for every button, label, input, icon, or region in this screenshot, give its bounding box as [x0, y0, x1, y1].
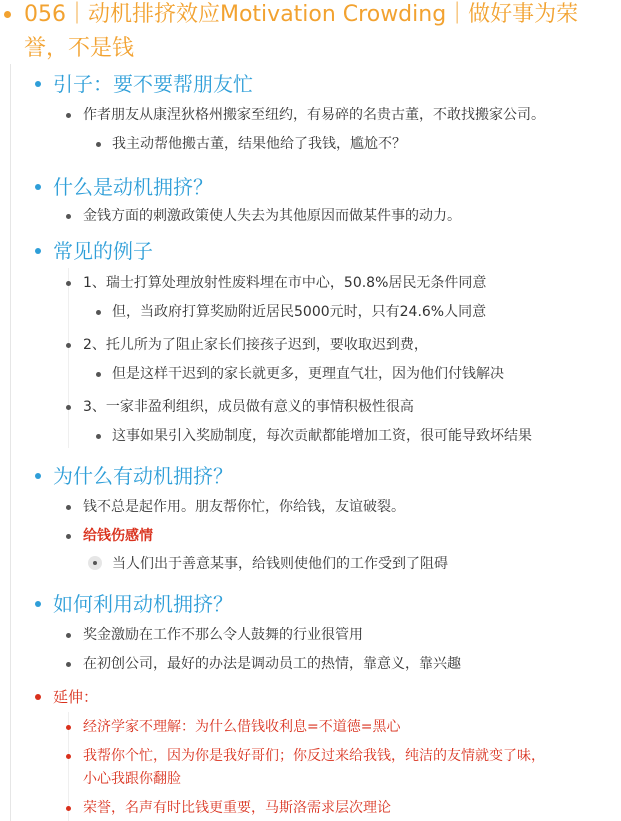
- outline-item: 在初创公司，最好的办法是调动员工的热情，靠意义，靠兴趣: [83, 656, 461, 672]
- subitem-bullet[interactable]: [96, 372, 101, 377]
- outline-item: 3、一家非盈利组织，成员做有意义的事情积极性很高: [83, 399, 414, 415]
- section-heading: 常见的例子: [53, 239, 153, 263]
- subitem-bullet[interactable]: [96, 142, 101, 147]
- section-bullet[interactable]: [35, 248, 41, 254]
- item-bullet[interactable]: [66, 633, 71, 638]
- subitem-bullet[interactable]: [96, 310, 101, 315]
- item-bullet[interactable]: [66, 754, 71, 759]
- outline-item: 奖金激励在工作不那么令人鼓舞的行业很管用: [83, 627, 363, 643]
- outline-subitem: 这事如果引入奖励制度，每次贡献都能增加工资，很可能导致坏结果: [112, 428, 532, 444]
- item-bullet[interactable]: [66, 343, 71, 348]
- section-bullet[interactable]: [35, 81, 41, 87]
- section-bullet[interactable]: [35, 473, 41, 479]
- item-bullet[interactable]: [66, 534, 71, 539]
- page-title-cont: 誉，不是钱: [24, 36, 135, 61]
- outline-item: 我帮你个忙，因为你是我好哥们；你反过来给我钱，纯洁的友情就变了味，: [83, 748, 545, 764]
- outline-item: 钱不总是起作用。朋友帮你忙，你给钱，友谊破裂。: [83, 499, 405, 515]
- section-heading-extension: 延伸：: [53, 688, 99, 706]
- outline-subitem: 但是这样干迟到的家长就更多，更理直气壮，因为他们付钱解决: [112, 366, 504, 382]
- section-bullet[interactable]: [35, 694, 41, 700]
- section-heading: 为什么有动机拥挤？: [53, 464, 233, 488]
- outline-item: 1、瑞士打算处理放射性废料埋在市中心，50.8%居民无条件同意: [83, 275, 487, 291]
- outline-subitem: 当人们出于善意某事，给钱则使他们的工作受到了阻碍: [112, 556, 448, 572]
- section-heading: 引子：要不要帮朋友忙: [53, 72, 253, 96]
- outline-rail: [10, 64, 11, 821]
- outline-item: 荣誉，名声有时比钱更重要，马斯洛需求层次理论: [83, 800, 391, 816]
- outline-item: 作者朋友从康涅狄格州搬家至纽约，有易碎的名贵古董，不敢找搬家公司。: [83, 107, 545, 123]
- item-bullet[interactable]: [66, 505, 71, 510]
- item-bullet[interactable]: [66, 725, 71, 730]
- section-heading: 什么是动机拥挤？: [53, 175, 213, 199]
- section-bullet[interactable]: [35, 601, 41, 607]
- subitem-bullet[interactable]: [96, 434, 101, 439]
- item-bullet[interactable]: [66, 806, 71, 811]
- item-bullet[interactable]: [66, 662, 71, 667]
- outline-item: 金钱方面的刺激政策使人失去为其他原因而做某件事的动力。: [83, 208, 461, 224]
- outline-item-highlight: 给钱伤感情: [83, 528, 153, 544]
- section-bullet[interactable]: [35, 184, 41, 190]
- outline-subitem: 但，当政府打算奖励附近居民5000元时，只有24.6%人同意: [112, 304, 487, 320]
- outline-item: 2、托儿所为了阻止家长们接孩子迟到，要收取迟到费，: [83, 337, 428, 353]
- outline-item-cont: 小心我跟你翻脸: [83, 771, 181, 787]
- item-bullet[interactable]: [66, 281, 71, 286]
- outline-item: 经济学家不理解：为什么借钱收利息=不道德=黑心: [83, 719, 401, 735]
- item-bullet[interactable]: [66, 113, 71, 118]
- item-bullet[interactable]: [66, 214, 71, 219]
- title-bullet[interactable]: [4, 11, 11, 18]
- subitem-bullet: [93, 561, 97, 565]
- item-bullet[interactable]: [66, 405, 71, 410]
- outline-rail-3: [68, 268, 69, 448]
- outline-subitem: 我主动帮他搬古董，结果他给了我钱，尴尬不？: [112, 136, 406, 152]
- page-title: 056｜动机排挤效应Motivation Crowding｜做好事为荣: [24, 2, 579, 27]
- section-heading: 如何利用动机拥挤？: [53, 592, 233, 616]
